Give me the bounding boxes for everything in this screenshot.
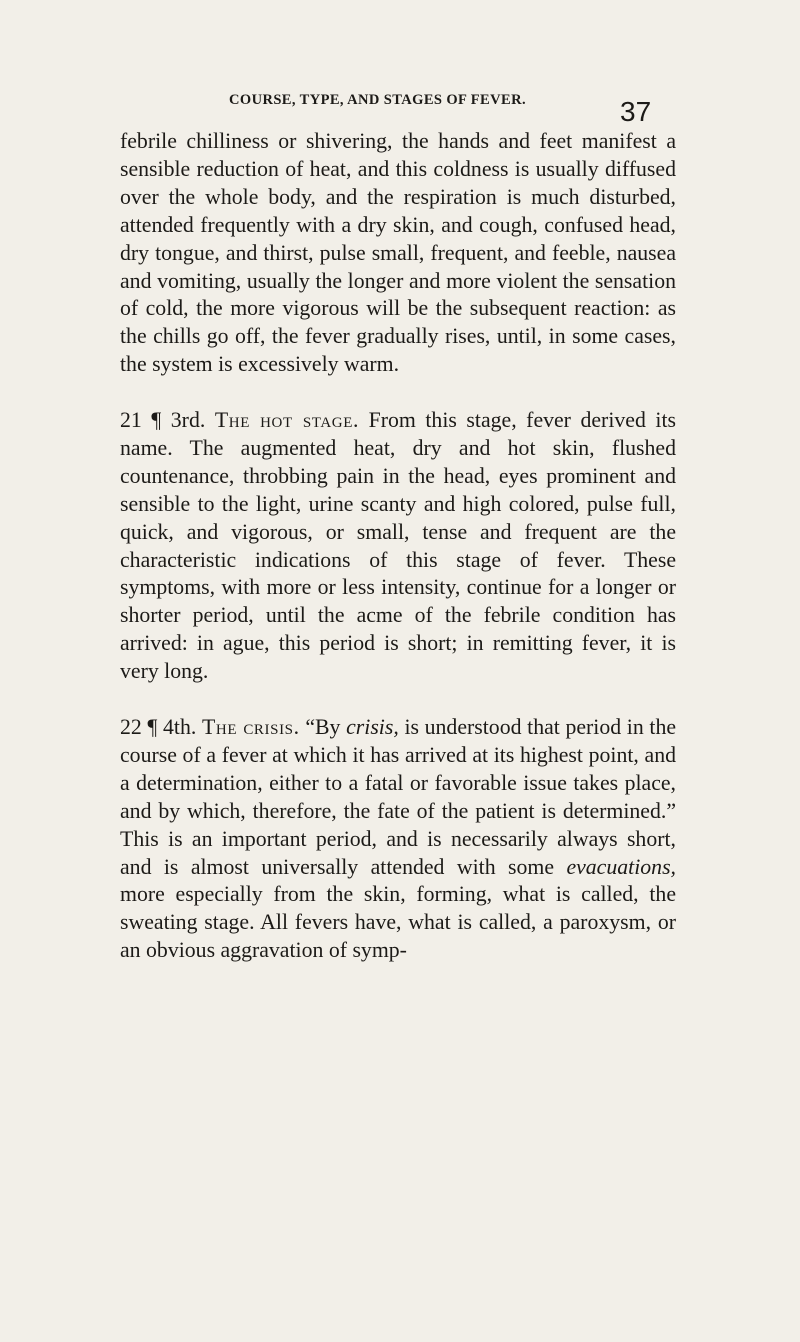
paragraph-hot-stage [120, 407, 676, 686]
italic-term: crisis, [346, 715, 399, 739]
pilcrow-mark: ¶ [151, 408, 162, 433]
section-number: 21 [120, 408, 142, 433]
running-title: COURSE, TYPE, AND STAGES OF FEVER. [229, 92, 526, 108]
stage-ordinal: 4th. [163, 715, 197, 739]
section-heading: The hot stage. [214, 408, 360, 433]
body-text [120, 128, 676, 965]
stage-ordinal: 3rd. [170, 408, 206, 433]
paragraph-text: febrile chilliness or shivering, the hands and feet manifest a sensible reduction of heat, and this coldness is usually diffused over the whole body, and the respiration is much disturbed, attended frequently with a dry skin, and cough, confused head, dry tongue, and thirst, pulse small, frequent, and feeble, nausea and vomiting, usually the longer and more violent the sensation of cold, the more vigorous will be the subsequent reaction: as the chills go off, the fever gradually rises, until, in some cases, the system is excessively warm. [120, 129, 676, 377]
page-number: 37 [620, 96, 652, 127]
italic-term: evacuations, [566, 854, 676, 879]
section-heading: The crisis. [201, 715, 300, 739]
paragraph-text: From this stage, fever derived its name. The augmented heat, dry and hot skin, flushed countenance, throbbing pain in the head, eyes prominent and sensible to the light, urine scanty and high colored, pulse full, quick, and vigorous, or small, tense and frequent are the characteristic indications of this stage of fever. These symptoms, with more or less intensity, continue for a longer or shorter period, until the acme of the febrile condition has arrived: in ague, this period is short; in remitting fever, it is very long. [120, 408, 676, 684]
paragraph-text: more especially from the skin, forming, what is called, the sweating stage. All fevers have, what is called, a paroxysm, or an obvious aggravation of symp- [120, 882, 676, 963]
paragraph-text: is understood that period in the course of a fever at which it has arrived at its highest point, and a determination, either to a fatal or favorable issue takes place, and by which, therefore, the fate of the patient is determined.” This is an important period, and is necessarily always short, and is almost universally attended with some [120, 715, 677, 879]
paragraph-cold-stage-continued [120, 128, 676, 379]
paragraph-crisis [120, 714, 676, 965]
paragraph-text: “By [305, 715, 341, 739]
section-number: 22 [120, 715, 142, 739]
pilcrow-mark: ¶ [147, 715, 158, 739]
